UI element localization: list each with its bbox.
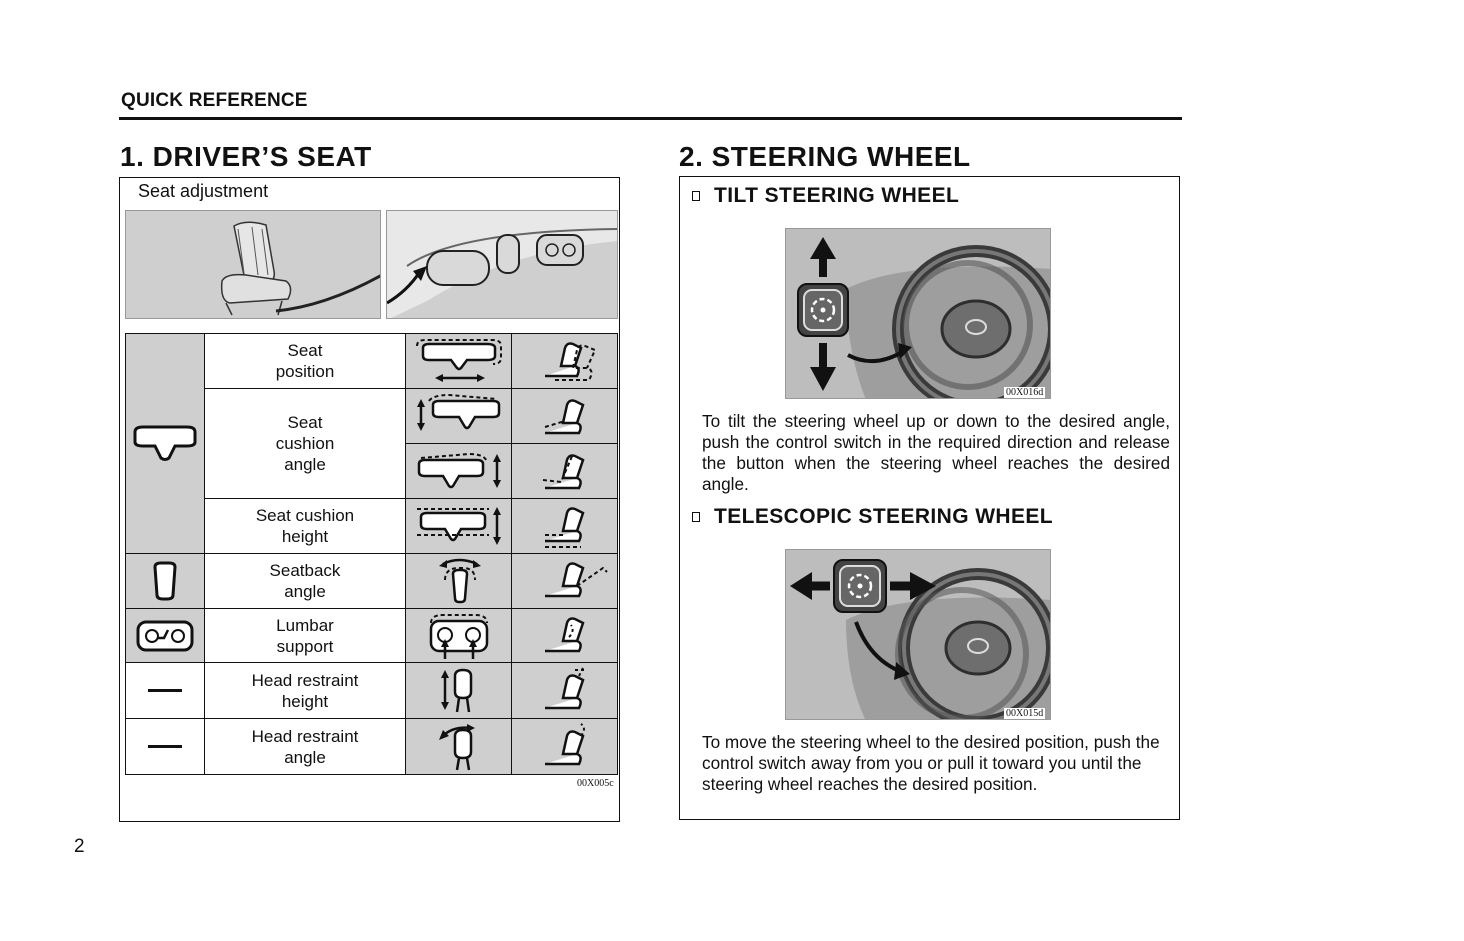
cushion-rear-diagram [512,444,618,499]
seat-photo [125,210,381,319]
seat-switch-cell [126,334,205,554]
lumbar-switch-diagram-icon [406,609,512,663]
seat-figure-code: 00X005c [577,778,614,789]
seatback-angle-switch-icon [406,554,512,609]
seatback-switch-cell [126,554,205,609]
lumbar-switch-icon [134,618,196,654]
seat-switch-photo [386,210,618,319]
cushion-rear-switch-icon [406,444,512,499]
row-label-seat-position: Seat position [205,334,406,389]
seat-position-diagram [512,334,618,389]
head-restraint-angle-diagram [512,719,618,775]
cushion-height-diagram [512,499,618,554]
telescopic-heading: TELESCOPIC STEERING WHEEL [692,505,1053,529]
lumbar-switch-cell [126,609,205,663]
head-restraint-angle-icon [406,719,512,775]
row-label-lumbar-support: Lumbar support [205,609,406,663]
page-number: 2 [74,836,85,857]
head-restraint-height-diagram [512,663,618,719]
steering-wheel-title: 2. STEERING WHEEL [679,141,971,172]
row-label-seatback-angle: Seatback angle [205,554,406,609]
section-header: QUICK REFERENCE [121,90,308,111]
cushion-height-switch-icon [406,499,512,554]
head-restraint-height-icon [406,663,512,719]
row-label-head-restraint-angle: Head restraint angle [205,719,406,775]
row-label-seat-cushion-angle: Seat cushion angle [205,389,406,499]
seatback-angle-diagram [512,554,618,609]
bullet-square-icon [692,191,700,201]
header-rule [119,117,1182,120]
drivers-seat-title: 1. DRIVER’S SEAT [120,141,372,172]
head-height-control-cell [126,663,205,719]
tilt-figure-code: 00X016d [1006,387,1044,398]
row-label-seat-cushion-height: Seat cushion height [205,499,406,554]
row-label-head-restraint-height: Head restraint height [205,663,406,719]
seat-adjustment-table [125,333,618,775]
seatback-switch-icon [145,559,185,603]
seat-adjustment-label: Seat adjustment [138,181,269,201]
dash-icon [148,689,182,692]
head-angle-control-cell [126,719,205,775]
cushion-front-diagram [512,389,618,444]
tilt-steering-photo [785,228,1051,399]
tilt-description: To tilt the steering wheel up or down to the desired angle, push the control switch in the required direction and release the button when the steering wheel reaches the desired angle. [702,411,1170,494]
seat-position-switch-icon [406,334,512,389]
seat-switch-icon [129,424,201,464]
telescopic-steering-photo [785,549,1051,720]
dash-icon [148,745,182,748]
telescopic-figure-code: 00X015d [1006,708,1044,719]
tilt-heading: TILT STEERING WHEEL [692,184,959,208]
lumbar-support-diagram [512,609,618,663]
bullet-square-icon [692,512,700,522]
telescopic-description: To move the steering wheel to the desired position, push the control switch away from you or pull it toward you until the steering wheel reaches the desired position. [702,732,1160,794]
cushion-front-switch-icon [406,389,512,444]
